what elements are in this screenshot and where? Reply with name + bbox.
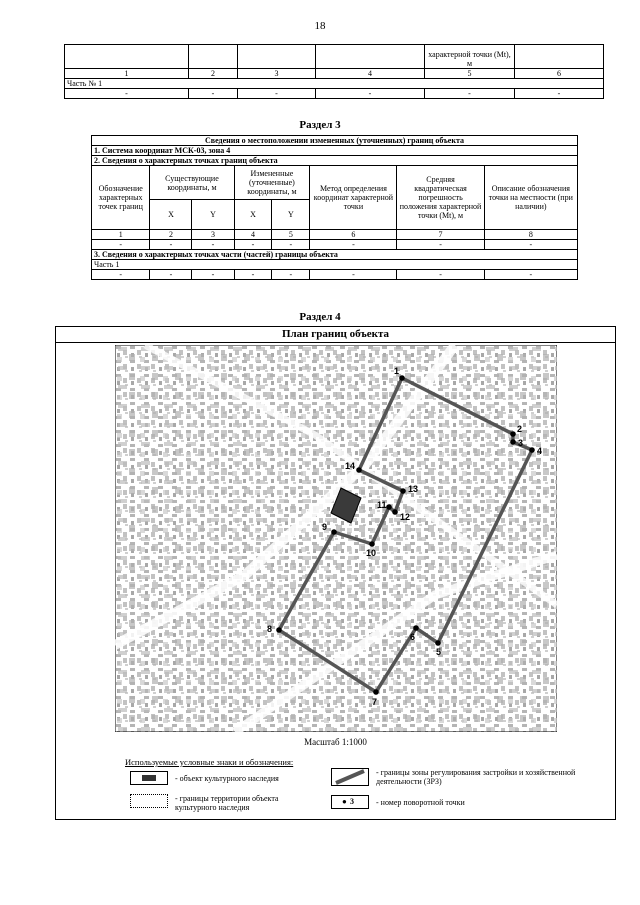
num-cell: 4 <box>234 230 272 240</box>
boundary-point-label: 5 <box>436 647 442 657</box>
boundary-point-marker <box>510 439 516 445</box>
num-cell: 2 <box>150 230 192 240</box>
boundary-point-marker <box>529 447 535 453</box>
boundary-point-marker <box>331 529 337 535</box>
dash-cell: - <box>397 240 484 250</box>
top-table-header-fragment: характерной точки (Mt), м <box>425 45 515 69</box>
dash-cell: - <box>310 270 397 280</box>
legend-territory-label: - границы территории объекта культурного наследия <box>175 794 279 812</box>
legend-territory-swatch <box>130 794 168 808</box>
page-number: 18 <box>314 20 326 32</box>
col-x: X <box>150 200 192 230</box>
legend-title: Используемые условные знаки и обозначения: <box>125 757 294 767</box>
col-header-description: Описание обозначения точки на местности (при наличии) <box>484 166 577 230</box>
boundary-point-marker <box>400 488 406 494</box>
dash-cell: - <box>484 240 577 250</box>
legend-heritage-swatch <box>130 771 168 785</box>
boundary-point-label: 14 <box>345 461 356 471</box>
top-col-3: 3 <box>238 69 316 79</box>
legend-point-label: - номер поворотной точки <box>376 798 465 807</box>
col-y: Y <box>272 200 310 230</box>
num-cell: 8 <box>484 230 577 240</box>
top-table <box>64 44 604 99</box>
dash-cell: - <box>397 270 484 280</box>
dash-cell: - <box>272 270 310 280</box>
legend-point-swatch <box>331 795 369 809</box>
boundary-point-marker <box>510 431 516 437</box>
plan-box <box>55 326 616 820</box>
dash-cell: - <box>272 240 310 250</box>
boundary-point-label: 3 <box>518 438 524 448</box>
boundary-point-marker <box>399 375 405 381</box>
top-col-1: 1 <box>65 69 189 79</box>
top-part-label: Часть № 1 <box>65 79 604 89</box>
part-label: Часть 1 <box>92 260 578 270</box>
boundary-point-marker <box>373 689 379 695</box>
boundary-point-marker <box>435 640 441 646</box>
boundary-point-label: 1 <box>394 366 400 376</box>
dash-cell: - <box>234 270 272 280</box>
section3-title: Раздел 3 <box>299 119 341 131</box>
boundary-point-label: 4 <box>537 446 543 456</box>
boundary-point-marker <box>276 627 282 633</box>
dash-cell: - <box>484 270 577 280</box>
dash-cell: - <box>150 270 192 280</box>
col-header-changed: Измененные (уточненные) координаты, м <box>234 166 310 200</box>
legend-point-number: 3 <box>350 797 354 806</box>
dash-cell: - <box>310 240 397 250</box>
dash-cell: - <box>150 240 192 250</box>
parts-heading: 3. Сведения о характерных точках части (частей) границы объекта <box>92 250 578 260</box>
top-dash: - <box>238 89 316 99</box>
boundary-point-marker <box>413 625 419 631</box>
top-dash: - <box>515 89 604 99</box>
boundary-point-label: 2 <box>517 424 523 434</box>
num-cell: 1 <box>92 230 150 240</box>
section3-table <box>91 135 578 280</box>
boundary-point-label: 10 <box>366 548 377 558</box>
section3-table-title: Сведения о местоположении измененных (уточненных) границ объекта <box>92 136 578 146</box>
top-col-5: 5 <box>425 69 515 79</box>
dash-cell: - <box>234 240 272 250</box>
num-cell: 3 <box>192 230 234 240</box>
legend-zone-swatch <box>331 768 369 786</box>
boundary-point-marker <box>369 541 375 547</box>
col-x: X <box>234 200 272 230</box>
boundary-point-marker <box>392 509 398 515</box>
legend-zone-label: - границы зоны регулирования застройки и хозяйственной деятельности (ЗРЗ) <box>376 768 576 786</box>
boundary-point-label: 11 <box>377 500 387 510</box>
dash-cell: - <box>92 240 150 250</box>
num-cell: 6 <box>310 230 397 240</box>
coord-system: 1. Система координат МСК-03, зона 4 <box>92 146 578 156</box>
boundary-point-label: 9 <box>322 522 328 532</box>
boundary-point-marker <box>356 467 362 473</box>
top-dash: - <box>65 89 189 99</box>
top-dash: - <box>316 89 425 99</box>
col-header-error: Средняя квадратическая погрешность положения характерной точки (Mt), м <box>397 166 484 230</box>
top-col-2: 2 <box>189 69 238 79</box>
plan-title: План границ объекта <box>56 327 615 343</box>
top-col-4: 4 <box>316 69 425 79</box>
dash-cell: - <box>192 240 234 250</box>
num-cell: 5 <box>272 230 310 240</box>
boundary-point-label: 7 <box>372 697 378 707</box>
boundary-point-marker <box>386 504 392 510</box>
col-header-point: Обозначение характерных точек границ <box>92 166 150 230</box>
col-header-existing: Существующие координаты, м <box>150 166 234 200</box>
map-scale: Масштаб 1:1000 <box>304 737 367 747</box>
section4-title: Раздел 4 <box>299 311 341 323</box>
col-header-method: Метод определения координат характерной точки <box>310 166 397 230</box>
dash-cell: - <box>92 270 150 280</box>
top-dash: - <box>425 89 515 99</box>
boundary-point-label: 8 <box>267 624 273 634</box>
top-dash: - <box>189 89 238 99</box>
top-col-6: 6 <box>515 69 604 79</box>
boundary-point-label: 6 <box>410 632 416 642</box>
col-y: Y <box>192 200 234 230</box>
dash-cell: - <box>192 270 234 280</box>
boundary-point-label: 13 <box>408 484 419 494</box>
legend-point-dot-icon: ● <box>342 797 347 806</box>
num-cell: 7 <box>397 230 484 240</box>
legend-heritage-label: - объект культурного наследия <box>175 774 279 783</box>
boundary-map <box>115 345 557 732</box>
boundary-point-label: 12 <box>400 512 411 522</box>
points-heading: 2. Сведения о характерных точках границ объекта <box>92 156 578 166</box>
